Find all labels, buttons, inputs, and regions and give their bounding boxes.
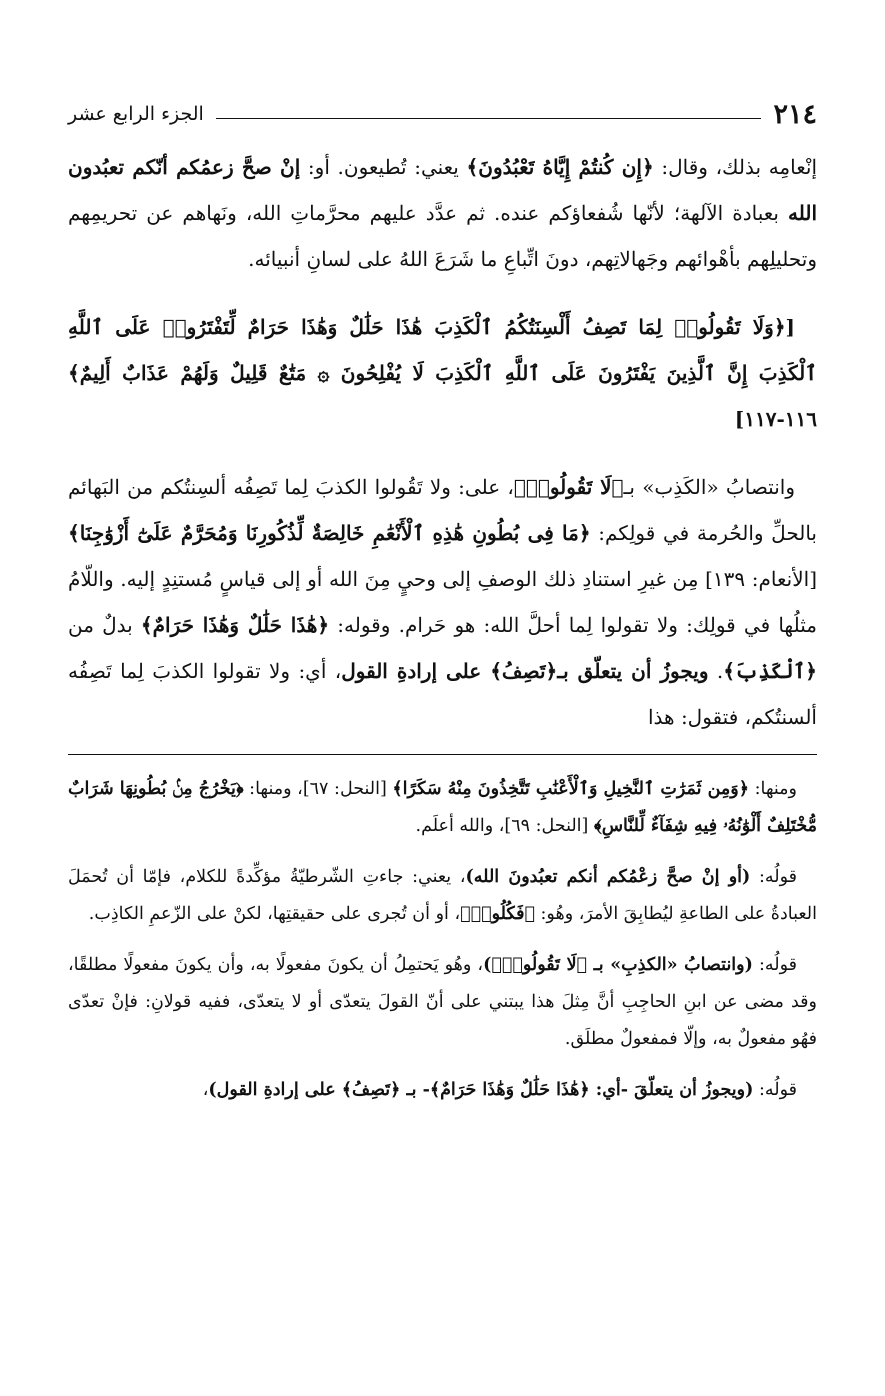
text-run: قولُه: bbox=[752, 955, 797, 975]
bold-text-run: ﴿ٱلْكَذِبَ﴾ bbox=[723, 659, 818, 683]
main-paragraph-p2 bbox=[68, 304, 817, 442]
bold-text-run: ﴿إِن كُنتُمْ إِيَّاهُ تَعْبُدُونَ﴾ bbox=[466, 155, 654, 179]
bold-text-run: ﴿يَخْرُجُ مِنۢ بُطُونِهَا شَرَابٌ مُّخْتَلِفٌ أَلْوَٰنُهُۥ فِيهِ شِفَآءٌ لِّلنَّاسِ﴾ bbox=[68, 779, 817, 836]
bold-text-run: على إرادةِ القول bbox=[341, 659, 491, 683]
bold-text-run: (وانتصابُ «الكذِبِ» بـ ﴿لَا تَقُولُوا۟﴾) bbox=[483, 955, 753, 975]
commentary-notes bbox=[68, 771, 817, 1109]
main-text bbox=[68, 144, 817, 740]
header-rule bbox=[216, 118, 762, 119]
text-run: بدلٌ من bbox=[68, 613, 141, 637]
note-paragraph-n2 bbox=[68, 859, 817, 933]
text-run: ومنها: bbox=[749, 779, 798, 799]
main-paragraph-p3 bbox=[68, 464, 817, 740]
text-run: [الأنعام: ١٣٩] مِن غيرِ استنادِ ذلك الوصفِ إلى وحيٍ مِنَ الله أو إلى قياسٍ مُستنِدٍ إليه. واللّامُ مثلُها في قولِك: ولا تقولوا لِما أحلَّ الله: هو حَرام. وقوله: bbox=[68, 567, 818, 637]
bold-text-run: ﴿لَا تَقُولُوا۟﴾ bbox=[513, 475, 624, 499]
bold-text-run: ﴿مَا فِى بُطُونِ هَٰذِهِ ٱلْأَنْعَٰمِ خَالِصَةٌ لِّذُكُورِنَا وَمُحَرَّمٌ عَلَىٰٓ أَزْوَٰجِنَا﴾ bbox=[68, 521, 591, 545]
running-title: الجزء الرابع عشر bbox=[68, 103, 204, 125]
text-run: قولُه: bbox=[753, 1080, 797, 1100]
text-run: ، أو أن تُجرى على حقيقتِها، لكنْ على الزّعمِ الكاذِب. bbox=[88, 904, 461, 924]
bold-text-run: ويجوزُ أن يتعلّق بـ bbox=[557, 659, 709, 683]
text-run: يعني: تُطيعون. أو: bbox=[300, 155, 467, 179]
bold-text-run: ﴿وَمِن ثَمَرَٰتِ ٱلنَّخِيلِ وَٱلْأَعْنَٰبِ تَتَّخِذُونَ مِنْهُ سَكَرًا﴾ bbox=[392, 779, 750, 799]
text-run: ، أي: ولا تقولوا الكذبَ لِما تَصِفُه ألسنتُكم، فتقول: هذا bbox=[68, 659, 817, 729]
bold-text-run: (ويجوزُ أن يتعلّقَ -أي: ﴿هَٰذَا حَلَٰلٌ وَهَٰذَا حَرَامٌ﴾- بـ ﴿تَصِفُ﴾ على إرادةِ القول) bbox=[208, 1080, 754, 1100]
main-paragraph-p1 bbox=[68, 144, 817, 282]
bold-text-run: (أو إنْ صحَّ زعْمُكم أنكم تعبُدونَ الله) bbox=[465, 867, 751, 887]
page-header bbox=[68, 88, 817, 140]
bold-text-run: [﴿وَلَا تَقُولُوا۟ لِمَا تَصِفُ أَلْسِنَتُكُمُ ٱلْكَذِبَ هَٰذَا حَلَٰلٌ وَهَٰذَا حَرَامٌ لِّتَفْتَرُوا۟ عَلَى ٱللَّهِ ٱلْكَذِبَ إِنَّ ٱلَّذِينَ يَفْتَرُونَ عَلَى ٱللَّهِ ٱلْكَذِبَ لَا يُفْلِحُونَ ۞ مَتَٰعٌ قَلِيلٌ وَلَهُمْ عَذَابٌ أَلِيمٌ﴾ ١١٦-١١٧] bbox=[68, 315, 817, 431]
bold-text-run: إنْ صحَّ زعمُكم أنّكم تعبُدون الله bbox=[68, 155, 817, 225]
text-run: ، على: ولا تَقُولوا الكذبَ لِما تَصِفُه ألسِنتُكم من البَهائم بالحلِّ والحُرمة في قولِكم: bbox=[68, 475, 817, 545]
bold-text-run: ﴿هَٰذَا حَلَٰلٌ وَهَٰذَا حَرَامٌ﴾ bbox=[140, 613, 330, 637]
text-run: قولُه: bbox=[750, 867, 797, 887]
page-number: ٢١٤ bbox=[773, 98, 817, 130]
bold-text-run: ﴿تَصِفُ﴾ bbox=[490, 659, 558, 683]
text-run: [النحل: ٦٧]، ومنها: bbox=[243, 779, 393, 799]
text-run: ، وهُو يَحتمِلُ أن يكونَ مفعولًا به، وأن يكونَ مفعولًا مطلقًا، وقد مضى عن ابنِ الحاجِبِ أنَّ مِثلَ هذا يبتني على أنّ القولَ يتعدّى أو لا يتعدّى، ففيه قولانِ: فإنْ تعدّى فهُو مفعولٌ به، وإلّا فمفعولٌ مطلَق. bbox=[68, 955, 817, 1049]
bold-text-run: ﴿فَكُلُوا۟﴾ bbox=[460, 904, 535, 924]
text-run: . bbox=[708, 659, 724, 683]
note-paragraph-n4 bbox=[68, 1072, 817, 1109]
text-run: بعبادة الآلهة؛ لأنّها شُفعاؤكم عنده. ثم عدَّد عليهم محرَّماتِ الله، ونَهاهم عن تحريمِهم وتحليلِهم بأهْوائهم وجَهالاتِهم، دونَ اتِّباعِ ما شَرَعَ اللهُ على لسانِ أنبيائه. bbox=[68, 201, 817, 271]
text-run: ، bbox=[202, 1080, 209, 1100]
note-paragraph-n1 bbox=[68, 771, 817, 845]
footnote-separator bbox=[68, 754, 817, 755]
text-run: وانتصابُ «الكَذِب» بـ bbox=[623, 475, 795, 499]
text-run: [النحل: ٦٩]، والله أعلَم. bbox=[415, 816, 594, 836]
text-run: إنْعامِه بذلك، وقال: bbox=[653, 155, 817, 179]
text-run: ، يعني: جاءتِ الشّرطيّةُ مؤكِّدةً للكلام، فإمّا أن تُحمَلَ العبادةُ على الطاعةِ ليُطابِقَ الأمرَ، وهُو: bbox=[68, 867, 817, 924]
note-paragraph-n3 bbox=[68, 947, 817, 1058]
